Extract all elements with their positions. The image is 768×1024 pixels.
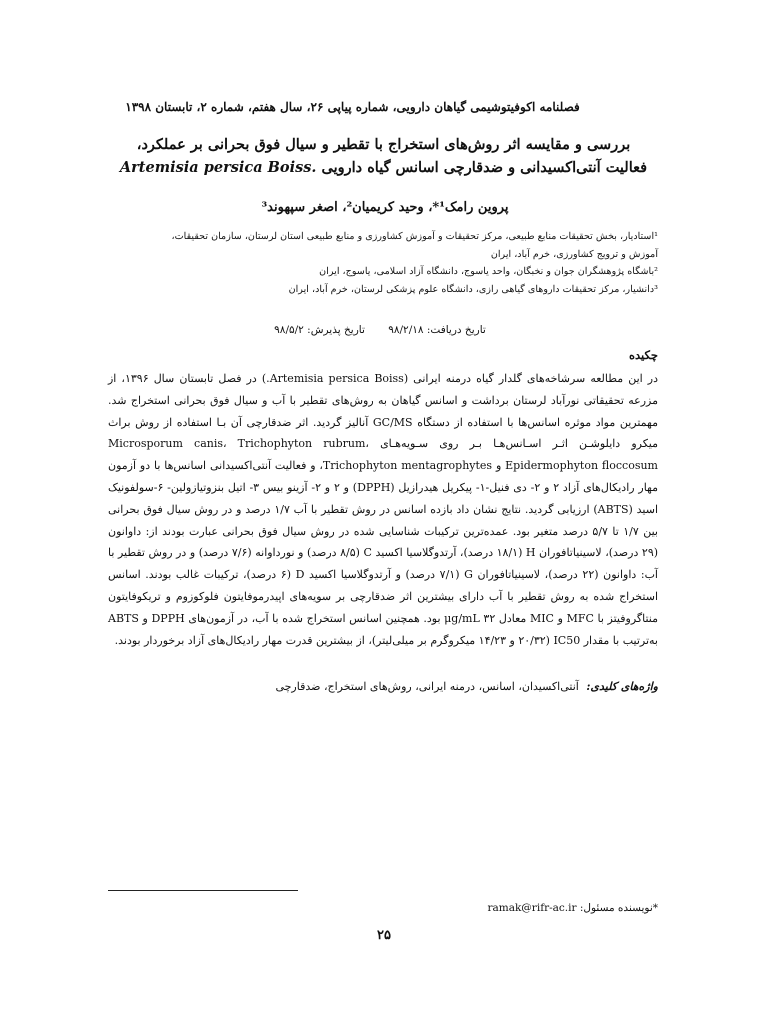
journal-header: فصلنامه اکوفیتوشیمی گیاهان دارویی، شماره پیاپی ۲۶، سال هفتم، شماره ۲، تابستان ۱۳۹۸ [125, 100, 580, 114]
affiliation-1: ¹استادیار، بخش تحقیقات منابع طبیعی، مرکز تحقیقات و آموزش کشاورزی و منابع طبیعی استان لرستان، سازمان تحقیقات، [171, 231, 658, 242]
author-list: پروین رامک¹*، وحید کریمیان²، اصغر سپهوند³ [261, 200, 509, 215]
affiliation-3: ³دانشیار، مرکز تحقیقات داروهای گیاهی رازی، دانشگاه علوم پزشکی لرستان، خرم آباد، ایران [288, 283, 658, 295]
keywords-text: آنتی‌اکسیدان، اسانس، درمنه ایرانی، روش‌های استخراج، ضدقارچی [275, 680, 579, 693]
title-species-name: Artemisia persica Boiss. [119, 159, 317, 176]
article-dates [230, 324, 530, 336]
affiliation-1-cont: آموزش و ترویج کشاورزی، خرم آباد، ایران [490, 248, 658, 260]
keywords-label: واژه‌های کلیدی: [586, 680, 658, 693]
corresponding-author-footnote [450, 902, 658, 914]
footnote-label: *نویسنده مسئول: [579, 902, 658, 914]
corresponding-email[interactable]: ramak@rifr-ac.ir [487, 902, 577, 914]
title-line-2 [112, 156, 655, 179]
affiliation-2: ²باشگاه پژوهشگران جوان و نخبگان، واحد یاسوج، دانشگاه آزاد اسلامی، یاسوج، ایران [319, 266, 658, 277]
keywords [200, 680, 658, 693]
accepted-date: تاریخ پذیرش: ۹۸/۵/۲ [274, 324, 365, 336]
page-number: ۲۵ [377, 928, 391, 943]
title-line-1: بررسی و مقایسه اثر روش‌های استخراج با تقطیر و سیال فوق بحرانی بر عملکرد، [136, 136, 631, 153]
received-date: تاریخ دریافت: ۹۸/۲/۱۸ [388, 324, 486, 336]
abstract-heading: چکیده [629, 348, 658, 362]
affiliations [171, 228, 658, 298]
footnote-divider [108, 890, 298, 891]
title-line-2-persian: فعالیت آنتی‌اکسیدانی و ضدقارچی اسانس گیاه دارویی [321, 159, 648, 176]
abstract-text: در این مطالعه سرشاخه‌های گلدار گیاه درمنه ایرانی (Artemisia persica Boiss.) در فصل تابستان سال ۱۳۹۶، از مزرعه تحقیقاتی نورآباد لرستان برداشت و اسانس گیاهان به روش‌های تقطیر با آب و سیال فوق بحرانی استخراج شد. مهمترین مواد موثره اسانس‌ها با استفاده از دستگاه GC/MS آنالیز گردید. اثر ضدقارچی آن بـا استفاده از روش براث میکرو دایلوشـن اثـر اسـانس‌هـا بـر روی سـویه‌هـای Microsporum canis، Trichophyton rubrum، Epidermophyton floccosum و Trichophyton mentagrophytes، و فعالیت آنتی‌اکسیدانی اسانس‌ها با دو آزمون مهار رادیکال‌های آزاد ۲ و ۲- دی فنیل-۱- پیکریل هیدرازیل (DPPH) و ۲ و ۲- آزینو بیس ۳- اتیل بنزوتیازولین- ۶-سولفونیک اسید (ABTS) ارزیابی گردید. نتایج نشان داد بازده اسانس در روش تقطیر با آب ۱/۷ درصد و در روش سیال فوق بحرانی بین ۱/۷ تا ۵/۷ درصد متغیر بود. عمده‌ترین ترکیبات شناسایی شده در روش سیال فوق بحرانی عبارت بودند از: داوانون (۲۹ درصد)، لاسینیاتافوران H (۱۸/۱ درصد)، آرتدوگلاسیا اکسید C (۸/۵ درصد) و نورداوانه (۷/۶ درصد) و در روش تقطیر با آب: داوانون (۲۲ درصد)، لاسینیاتافوران G (۷/۱ درصد) و آرتدوگلاسیا اکسید D (۶ درصد)، ترکیبات غالب بودند. اسانس استخراج شده به روش تقطیر با آب دارای بیشترین اثر ضدقارچی بر سویه‌های اپیدرموفایتون فلوکوزوم و تریکوفایتون منتاگروفیتز با MFC و MIC معادل ۳۲ μg/mL بود. همچنین اسانس استخراج شده با آب، در آزمون‌های DPPH و ABTS به‌ترتیب با مقدار IC50 (۲۰/۳۲ و ۱۴/۲۳ میکروگرم بر میلی‌لیتر)، از بیشترین قدرت مهار رادیکال‌های آزاد برخوردار بودند. [108, 372, 659, 647]
article-title [112, 133, 655, 179]
